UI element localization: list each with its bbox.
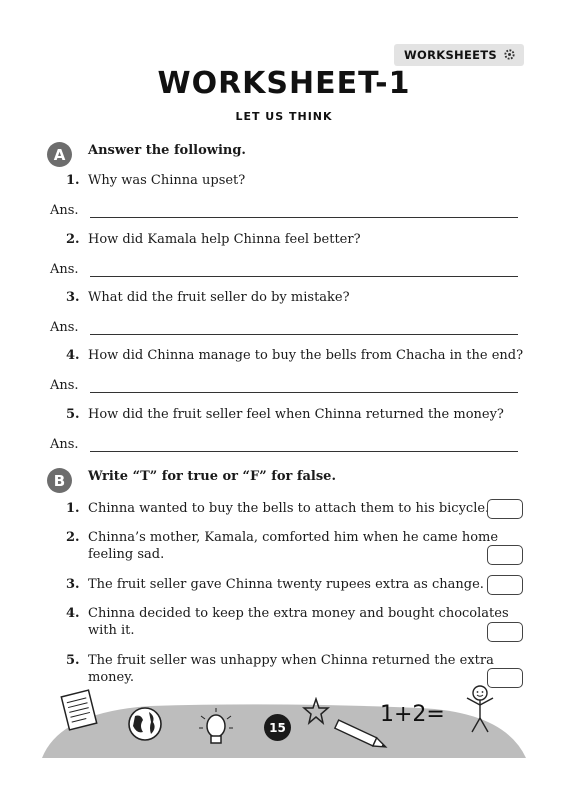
question-text: What did the fruit seller do by mistake? — [88, 290, 350, 305]
answer-box-2[interactable] — [487, 545, 523, 565]
question-number: 5. — [66, 407, 80, 422]
statement-number: 4. — [66, 606, 80, 621]
question-1 — [66, 173, 245, 188]
question-number: 4. — [66, 348, 80, 363]
answer-blank[interactable] — [90, 206, 518, 218]
answer-line-4[interactable] — [50, 378, 518, 393]
section-a-badge: A — [47, 142, 72, 167]
math-doodle: 1+2= — [380, 702, 445, 727]
gear-icon — [503, 46, 516, 65]
page-number: 15 — [264, 714, 291, 741]
statement-number: 3. — [66, 577, 80, 592]
answer-line-5[interactable] — [50, 437, 518, 452]
statement-text: The fruit seller gave Chinna twenty rupees extra as change. — [88, 577, 484, 592]
answer-box-3[interactable] — [487, 575, 523, 595]
answer-blank[interactable] — [90, 381, 518, 393]
statement-1 — [66, 500, 526, 517]
answer-line-1[interactable] — [50, 203, 518, 218]
statement-3 — [66, 576, 526, 593]
section-b-badge: B — [47, 468, 72, 493]
question-number: 3. — [66, 290, 80, 305]
statement-text: The fruit seller was unhappy when Chinna returned the extra money. — [88, 653, 494, 685]
section-b-title: Write “T” for true or “F” for false. — [88, 469, 336, 484]
section-a-title: Answer the following. — [88, 143, 246, 158]
star-icon — [302, 697, 330, 725]
question-5 — [66, 407, 504, 422]
answer-box-4[interactable] — [487, 622, 523, 642]
statement-number: 2. — [66, 530, 80, 545]
question-text: Why was Chinna upset? — [88, 173, 246, 188]
statement-text: Chinna wanted to buy the bells to attach them to his bicycle. — [88, 501, 490, 516]
question-text: How did the fruit seller feel when Chinna returned the money? — [88, 407, 504, 422]
ans-label: Ans. — [50, 378, 79, 393]
worksheet-title: WORKSHEET-1 — [157, 66, 411, 101]
question-text: How did Kamala help Chinna feel better? — [88, 232, 361, 247]
worksheets-tag-label: WORKSHEETS — [404, 48, 497, 62]
statement-text: Chinna’s mother, Kamala, comforted him when he came home feeling sad. — [88, 530, 499, 562]
globe-icon — [125, 704, 165, 744]
worksheets-tag — [394, 44, 524, 66]
question-number: 2. — [66, 232, 80, 247]
ans-label: Ans. — [50, 320, 79, 335]
statement-text: Chinna decided to keep the extra money and bought chocolates with it. — [88, 606, 509, 638]
ans-label: Ans. — [50, 203, 79, 218]
statement-4 — [66, 605, 526, 639]
answer-box-1[interactable] — [487, 499, 523, 519]
stick-figure-icon — [462, 684, 498, 736]
answer-blank[interactable] — [90, 440, 518, 452]
bulb-icon — [196, 706, 236, 752]
question-3 — [66, 290, 350, 305]
statement-number: 1. — [66, 501, 80, 516]
answer-line-2[interactable] — [50, 262, 518, 277]
ans-label: Ans. — [50, 262, 79, 277]
question-2 — [66, 232, 361, 247]
answer-blank[interactable] — [90, 265, 518, 277]
statement-number: 5. — [66, 653, 80, 668]
notepad-icon — [58, 688, 100, 732]
statement-2 — [66, 529, 526, 563]
worksheet-subtitle: LET US THINK — [235, 110, 333, 123]
ans-label: Ans. — [50, 437, 79, 452]
question-text: How did Chinna manage to buy the bells from Chacha in the end? — [88, 348, 524, 363]
answer-line-3[interactable] — [50, 320, 518, 335]
question-4 — [66, 348, 523, 363]
answer-blank[interactable] — [90, 323, 518, 335]
question-number: 1. — [66, 173, 80, 188]
